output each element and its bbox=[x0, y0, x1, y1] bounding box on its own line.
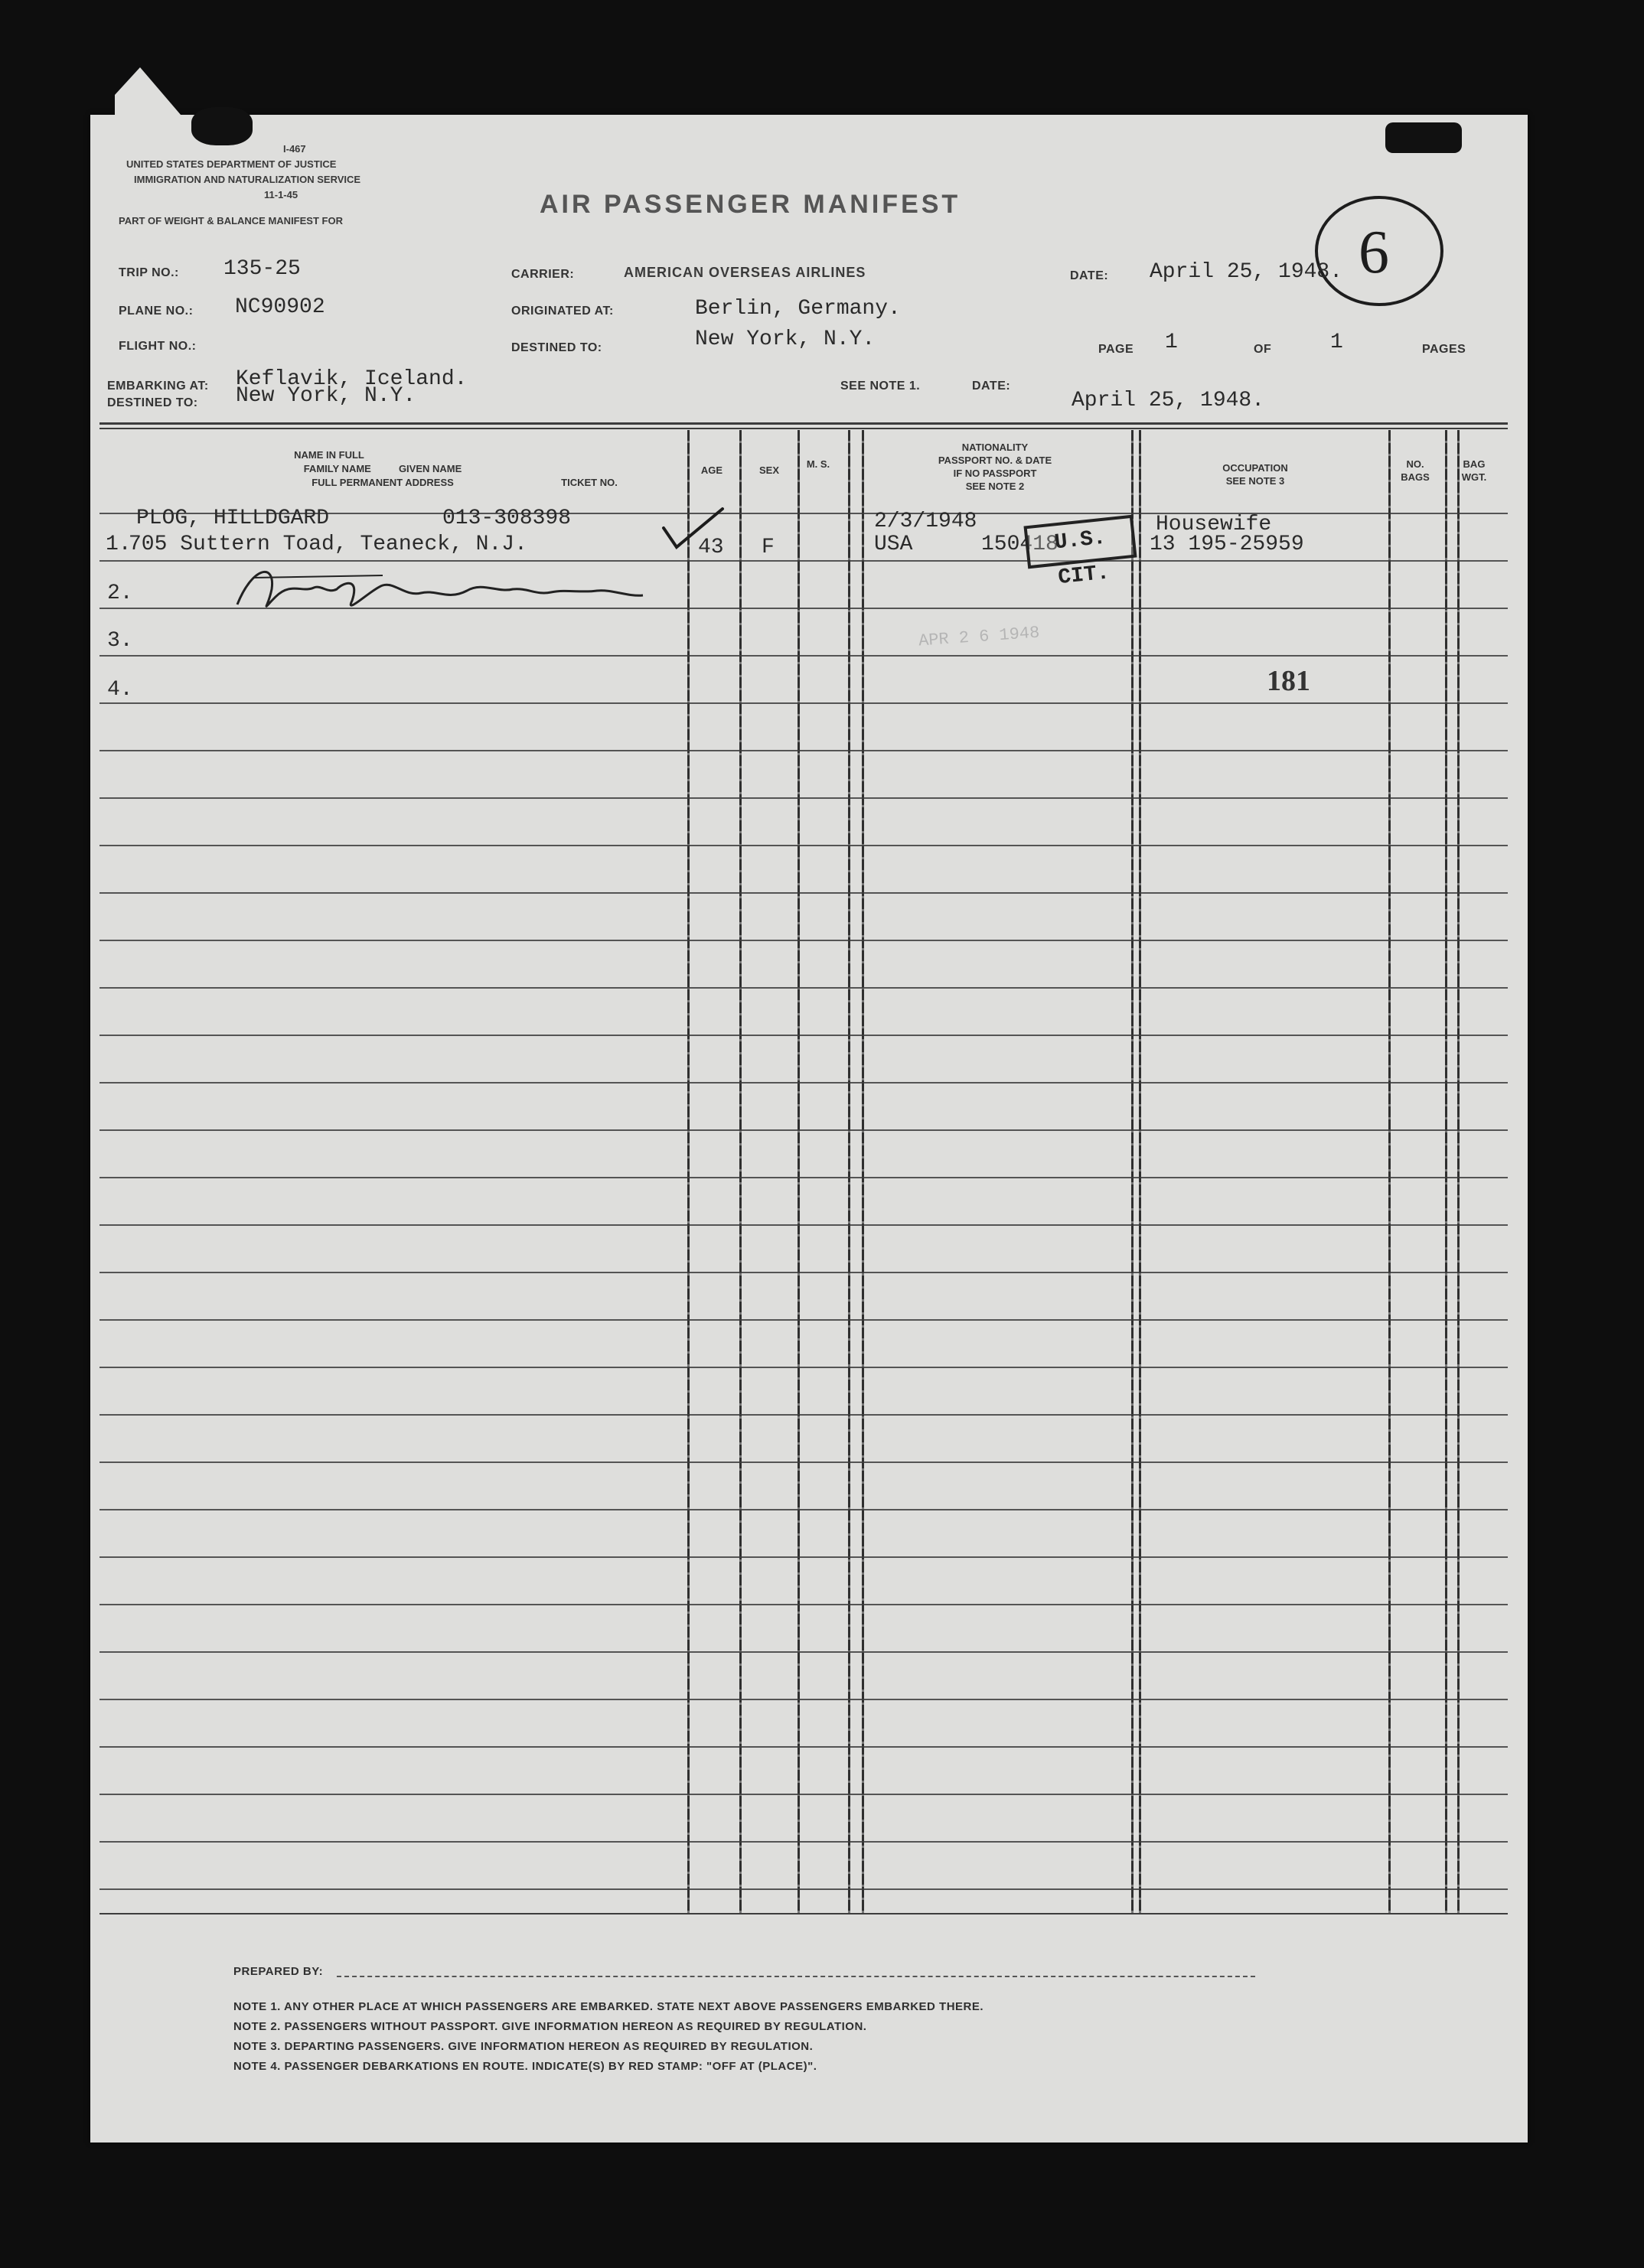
row-rule bbox=[99, 987, 1508, 989]
row-1-occupation-2: 13 195-25959 bbox=[1150, 533, 1304, 556]
carrier-value: AMERICAN OVERSEAS AIRLINES bbox=[624, 265, 866, 280]
column-header-line: OCCUPATION bbox=[1222, 462, 1288, 474]
note-1: NOTE 1. ANY OTHER PLACE AT WHICH PASSENGERS ARE EMBARKED. STATE NEXT ABOVE PASSENGERS EMBARKED THERE. bbox=[233, 2000, 984, 2013]
column-header-sex: SEX bbox=[758, 464, 779, 476]
originated-at-label: ORIGINATED AT: bbox=[511, 305, 614, 318]
column-divider bbox=[798, 430, 800, 1914]
row-rule bbox=[99, 892, 1508, 894]
row-2-number: 2. bbox=[107, 582, 133, 605]
row-rule bbox=[99, 1746, 1508, 1748]
column-divider bbox=[1139, 430, 1141, 1914]
originated-at-value: Berlin, Germany. bbox=[695, 297, 901, 321]
pages-label: PAGES bbox=[1422, 343, 1466, 356]
table-top-rule bbox=[99, 428, 1508, 429]
page-title: AIR PASSENGER MANIFEST bbox=[540, 190, 961, 219]
of-value: 1 bbox=[1330, 331, 1343, 354]
row-rule bbox=[99, 845, 1508, 846]
trip-no-value: 135-25 bbox=[223, 257, 301, 281]
row-rule bbox=[99, 1177, 1508, 1178]
column-header-name bbox=[253, 448, 406, 461]
row-rule bbox=[99, 1082, 1508, 1083]
page-number-181: 181 bbox=[1267, 665, 1310, 697]
see-note-1-label: SEE NOTE 1. bbox=[840, 380, 921, 393]
row-rule bbox=[99, 1272, 1508, 1273]
destined-to-label: DESTINED TO: bbox=[511, 341, 602, 354]
row-rule bbox=[99, 1699, 1508, 1700]
note-4: NOTE 4. PASSENGER DEBARKATIONS EN ROUTE. INDICATE(S) BY RED STAMP: "OFF AT (PLACE)". bbox=[233, 2060, 817, 2073]
row-rule bbox=[99, 797, 1508, 799]
column-divider bbox=[1457, 430, 1460, 1914]
column-header-no-bags: NO. BAGS bbox=[1401, 458, 1430, 483]
plane-no-value: NC90902 bbox=[235, 295, 325, 319]
of-label: OF bbox=[1254, 343, 1272, 356]
column-divider bbox=[848, 430, 850, 1914]
row-rule bbox=[99, 1367, 1508, 1368]
date-2-label: DATE: bbox=[972, 380, 1011, 393]
row-1-occupation: Housewife bbox=[1156, 513, 1272, 536]
column-header-line: IF NO PASSPORT bbox=[953, 468, 1037, 479]
row-4-number: 4. bbox=[107, 678, 133, 702]
column-divider bbox=[1388, 430, 1391, 1914]
destined-to-2-value: New York, N.Y. bbox=[236, 384, 416, 408]
row-rule bbox=[99, 1319, 1508, 1321]
column-divider bbox=[739, 430, 742, 1914]
header-stamp-line: I-467 bbox=[283, 143, 306, 155]
row-1-number: 1. bbox=[106, 533, 132, 556]
row-1-address: 705 Suttern Toad, Teaneck, N.J. bbox=[129, 533, 527, 556]
date-value: April 25, 1948. bbox=[1150, 260, 1343, 284]
column-header-bag-wgt: BAG WGT. bbox=[1461, 458, 1487, 483]
manifest-page bbox=[90, 115, 1528, 2143]
row-rule bbox=[99, 750, 1508, 751]
column-header-address: FULL PERMANENT ADDRESS bbox=[312, 477, 454, 488]
row-1-ticket: 013-308398 bbox=[442, 507, 572, 530]
column-header-nationality bbox=[873, 441, 1117, 493]
header-stamp-line: IMMIGRATION AND NATURALIZATION SERVICE bbox=[134, 174, 361, 185]
row-rule bbox=[99, 940, 1508, 941]
table-bottom-rule bbox=[99, 1913, 1508, 1914]
ink-blot bbox=[1385, 122, 1462, 153]
date-2-value: April 25, 1948. bbox=[1072, 389, 1265, 412]
row-rule bbox=[99, 1794, 1508, 1795]
column-divider bbox=[1131, 430, 1134, 1914]
row-3-number: 3. bbox=[107, 629, 133, 653]
row-rule bbox=[99, 1509, 1508, 1510]
faint-date-stamp: APR 2 6 1948 bbox=[918, 623, 1041, 651]
row-1-passport-no: 150418 bbox=[981, 533, 1058, 556]
column-header-line: SEE NOTE 2 bbox=[965, 481, 1025, 492]
trip-no-label: TRIP NO.: bbox=[119, 266, 179, 279]
row-1-name: PLOG, HILLDGARD bbox=[136, 507, 330, 530]
row-1-sex: F bbox=[762, 536, 775, 559]
page-label: PAGE bbox=[1098, 343, 1134, 356]
row-rule bbox=[99, 1224, 1508, 1226]
weight-balance-label: PART OF WEIGHT & BALANCE MANIFEST FOR bbox=[119, 215, 343, 226]
header-stamp-line: 11-1-45 bbox=[264, 189, 298, 200]
column-divider bbox=[1445, 430, 1447, 1914]
row-rule bbox=[99, 1556, 1508, 1558]
plane-no-label: PLANE NO.: bbox=[119, 305, 194, 318]
page-value: 1 bbox=[1165, 331, 1178, 354]
column-divider bbox=[687, 430, 690, 1914]
destined-to-value: New York, N.Y. bbox=[695, 327, 876, 351]
carrier-label: CARRIER: bbox=[511, 268, 575, 281]
date-label: DATE: bbox=[1070, 269, 1109, 282]
row-rule bbox=[99, 1651, 1508, 1653]
circled-number: 6 bbox=[1359, 219, 1389, 286]
row-rule bbox=[99, 655, 1508, 657]
row-rule bbox=[99, 702, 1508, 704]
prepared-by-line bbox=[337, 1976, 1255, 1977]
row-1-nationality: USA bbox=[874, 533, 913, 556]
column-header-name-family-given: FAMILY NAME GIVEN NAME bbox=[303, 463, 462, 474]
folded-corner bbox=[115, 67, 199, 136]
row-rule bbox=[99, 1414, 1508, 1416]
note-3: NOTE 3. DEPARTING PASSENGERS. GIVE INFORMATION HEREON AS REQUIRED BY REGULATION. bbox=[233, 2040, 814, 2053]
column-header-line: SEE NOTE 3 bbox=[1225, 475, 1285, 487]
handwritten-signature bbox=[230, 559, 658, 620]
column-header-ticket: TICKET NO. bbox=[561, 477, 618, 488]
column-header-line: PASSPORT NO. & DATE bbox=[938, 455, 1052, 466]
row-rule bbox=[99, 1841, 1508, 1843]
destined-to-2-label: DESTINED TO: bbox=[107, 396, 198, 409]
column-header-ms: M. S. bbox=[806, 458, 830, 470]
row-rule bbox=[99, 1888, 1508, 1890]
prepared-by-label: PREPARED BY: bbox=[233, 1965, 324, 1978]
embarking-at-label: EMBARKING AT: bbox=[107, 380, 209, 393]
column-header-line: NAME IN FULL bbox=[294, 449, 364, 461]
row-rule bbox=[99, 1129, 1508, 1131]
column-divider bbox=[862, 430, 864, 1914]
row-rule bbox=[99, 1035, 1508, 1036]
column-header-occupation bbox=[1194, 461, 1316, 487]
column-header-line: NATIONALITY bbox=[961, 442, 1029, 453]
row-1-age: 43 bbox=[698, 536, 724, 559]
ink-blot bbox=[191, 107, 253, 145]
row-rule bbox=[99, 1604, 1508, 1605]
flight-no-label: FLIGHT NO.: bbox=[119, 340, 197, 353]
table-top-rule bbox=[99, 422, 1508, 425]
column-header-age: AGE bbox=[700, 464, 723, 476]
row-1-passport-date: 2/3/1948 bbox=[874, 510, 977, 533]
header-stamp-line: UNITED STATES DEPARTMENT OF JUSTICE bbox=[126, 158, 337, 170]
embarking-at-value: Keflavik, Iceland. bbox=[236, 367, 468, 391]
row-rule bbox=[99, 1461, 1508, 1463]
note-2: NOTE 2. PASSENGERS WITHOUT PASSPORT. GIVE INFORMATION HEREON AS REQUIRED BY REGULATION. bbox=[233, 2020, 867, 2033]
us-citizen-stamp: U.S. CIT. bbox=[1023, 515, 1137, 569]
